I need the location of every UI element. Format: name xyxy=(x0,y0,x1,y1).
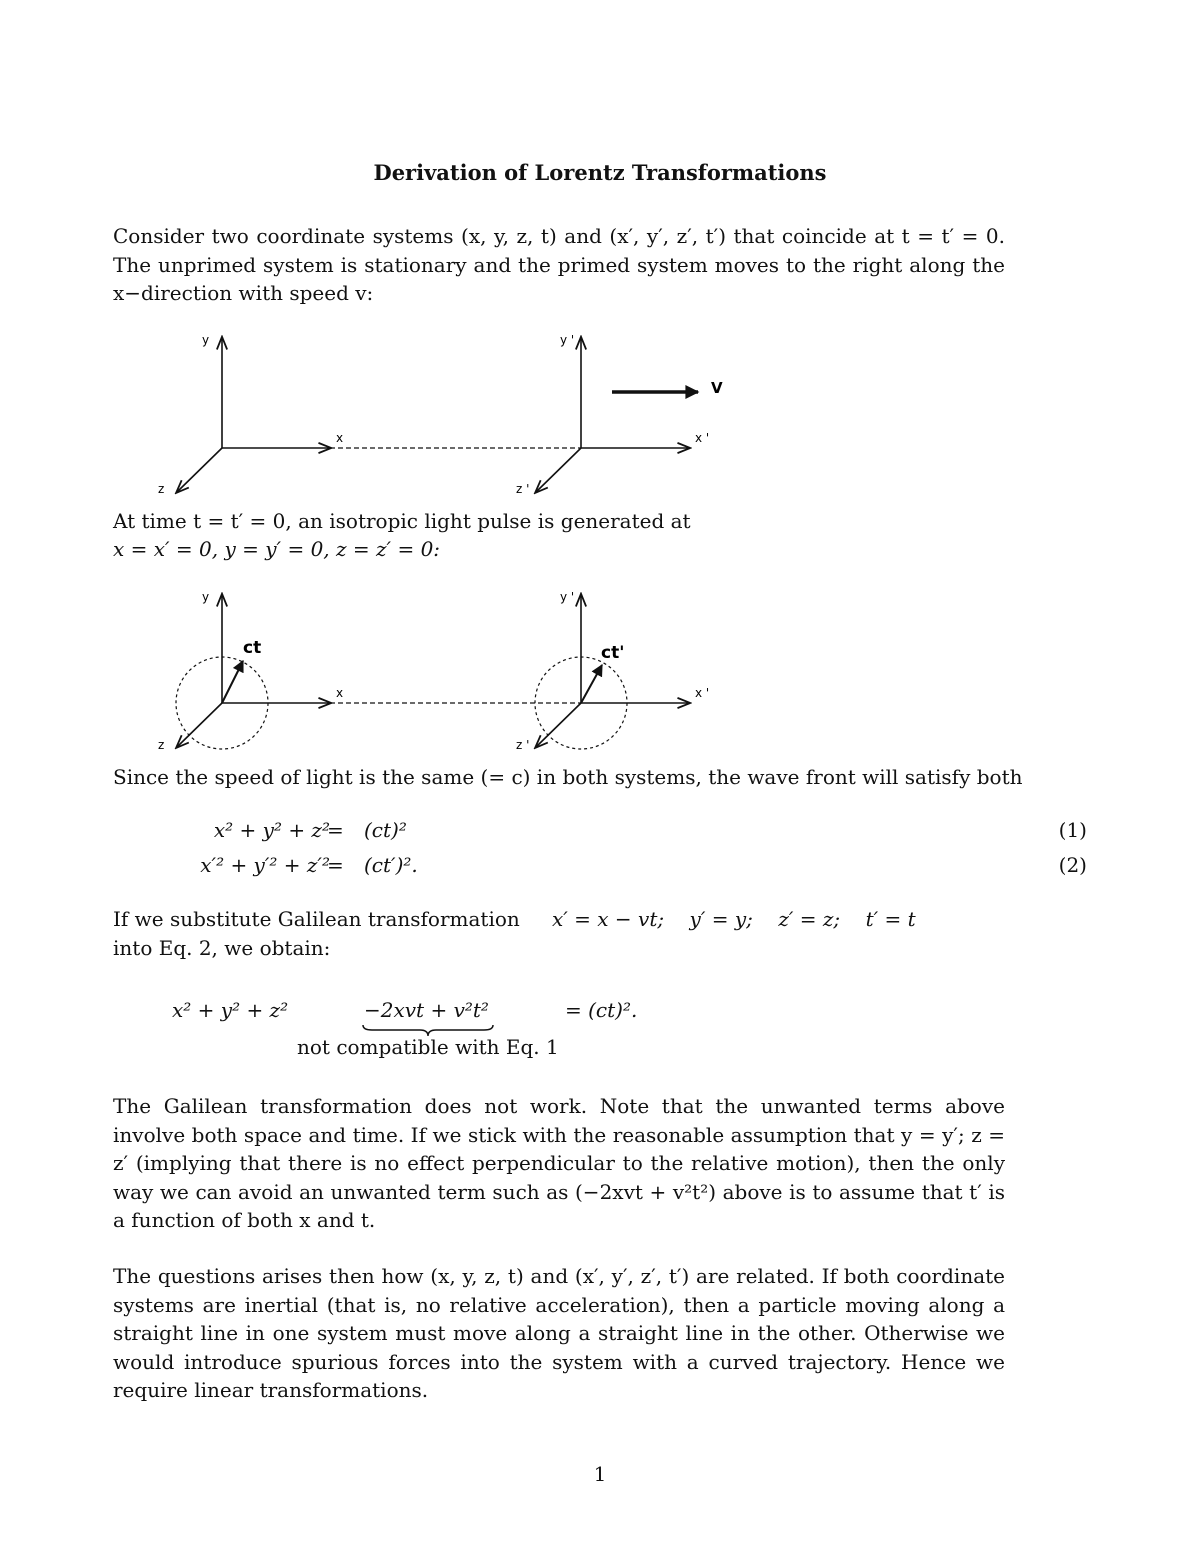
right-y-label: y ' xyxy=(560,333,575,347)
galilean-transform: x′ = x − vt; y′ = y; z′ = z; t′ = t xyxy=(552,907,916,931)
sub-eq-rhs: = (ct)². xyxy=(565,998,638,1022)
conclusion-paragraph: The Galilean transformation does not work. Note that the unwanted terms above involve both space and time. If we stick with the reasonable assumption that y = y′; z = z′ (implying that there is no effect perpendicular to the relative motion), then the only way we can avoid an unwanted term such as (−2xvt + v²t²) above is to assume that t′ is a function of both x and t. xyxy=(113,1094,1005,1232)
sub-eq-lhs: x² + y² + z² xyxy=(172,998,289,1022)
galilean-paragraph-line1: If we substitute Galilean transformation xyxy=(113,907,520,931)
pulse-paragraph-line2: x = x′ = 0, y = y′ = 0, z = z′ = 0: xyxy=(113,537,441,561)
velocity-label: V xyxy=(711,379,723,397)
eq2-number: (2) xyxy=(1058,853,1087,877)
coordinate-systems-diagram xyxy=(150,330,770,500)
intro-paragraph: Consider two coordinate systems (x, y, z, t) and (x′, y′, z′, t′) that coincide at t = t′ = 0. The unprimed system is stationary and the primed system moves to the right along the x−direction with speed v: xyxy=(113,224,1005,305)
eq1-equals: = xyxy=(327,818,344,842)
eq1-number: (1) xyxy=(1058,818,1087,842)
page-title: Derivation of Lorentz Transformations xyxy=(373,160,827,185)
light-pulse-diagram xyxy=(150,585,770,755)
sub-eq-note: not compatible with Eq. 1 xyxy=(297,1035,559,1059)
pulse-paragraph-line1: At time t = t′ = 0, an isotropic light pulse is generated at xyxy=(113,509,691,533)
right-axes xyxy=(516,590,709,752)
sub-eq-middle: −2xvt + v²t² xyxy=(364,998,489,1022)
right-z-label: z ' xyxy=(516,482,530,496)
eq2-rhs: (ct′)². xyxy=(364,853,418,877)
linear-transform-paragraph: The questions arises then how (x, y, z, t) and (x′, y′, z′, t′) are related. If both coordinate systems are inertial (that is, no relative acceleration), then a particle moving along a straight line in one system must move along a straight line in the other. Otherwise we would introduce spurious forces into the system with a curved trajectory. Hence we require linear transformations. xyxy=(113,1264,1005,1402)
left-x-label: x xyxy=(336,431,344,445)
right-axes xyxy=(516,333,709,496)
eq1-lhs: x² + y² + z² xyxy=(213,818,330,842)
page-number: 1 xyxy=(593,1462,607,1486)
left-radius-arrow xyxy=(222,661,243,703)
right-x-label: x ' xyxy=(695,431,710,445)
left-x-label: x xyxy=(336,686,344,700)
right-y-label: y ' xyxy=(560,590,575,604)
eq1-rhs: (ct)² xyxy=(364,818,407,842)
eq2-equals: = xyxy=(327,853,344,877)
left-z-label: z xyxy=(158,482,165,496)
right-radius-arrow xyxy=(581,665,602,703)
right-x-label: x ' xyxy=(695,686,710,700)
right-z-label: z ' xyxy=(516,738,530,752)
left-radius-label: ct xyxy=(243,638,262,658)
galilean-paragraph-line2: into Eq. 2, we obtain: xyxy=(113,936,331,960)
eq2-lhs: x′² + y′² + z′² xyxy=(200,853,330,877)
left-y-label: y xyxy=(202,333,210,347)
right-radius-label: ct' xyxy=(601,643,625,663)
wavefront-paragraph: Since the speed of light is the same (= c) in both systems, the wave front will satisfy both xyxy=(113,765,1023,789)
left-z-label: z xyxy=(158,738,165,752)
left-axes xyxy=(158,590,343,752)
left-axes xyxy=(158,333,343,496)
left-y-label: y xyxy=(202,590,210,604)
